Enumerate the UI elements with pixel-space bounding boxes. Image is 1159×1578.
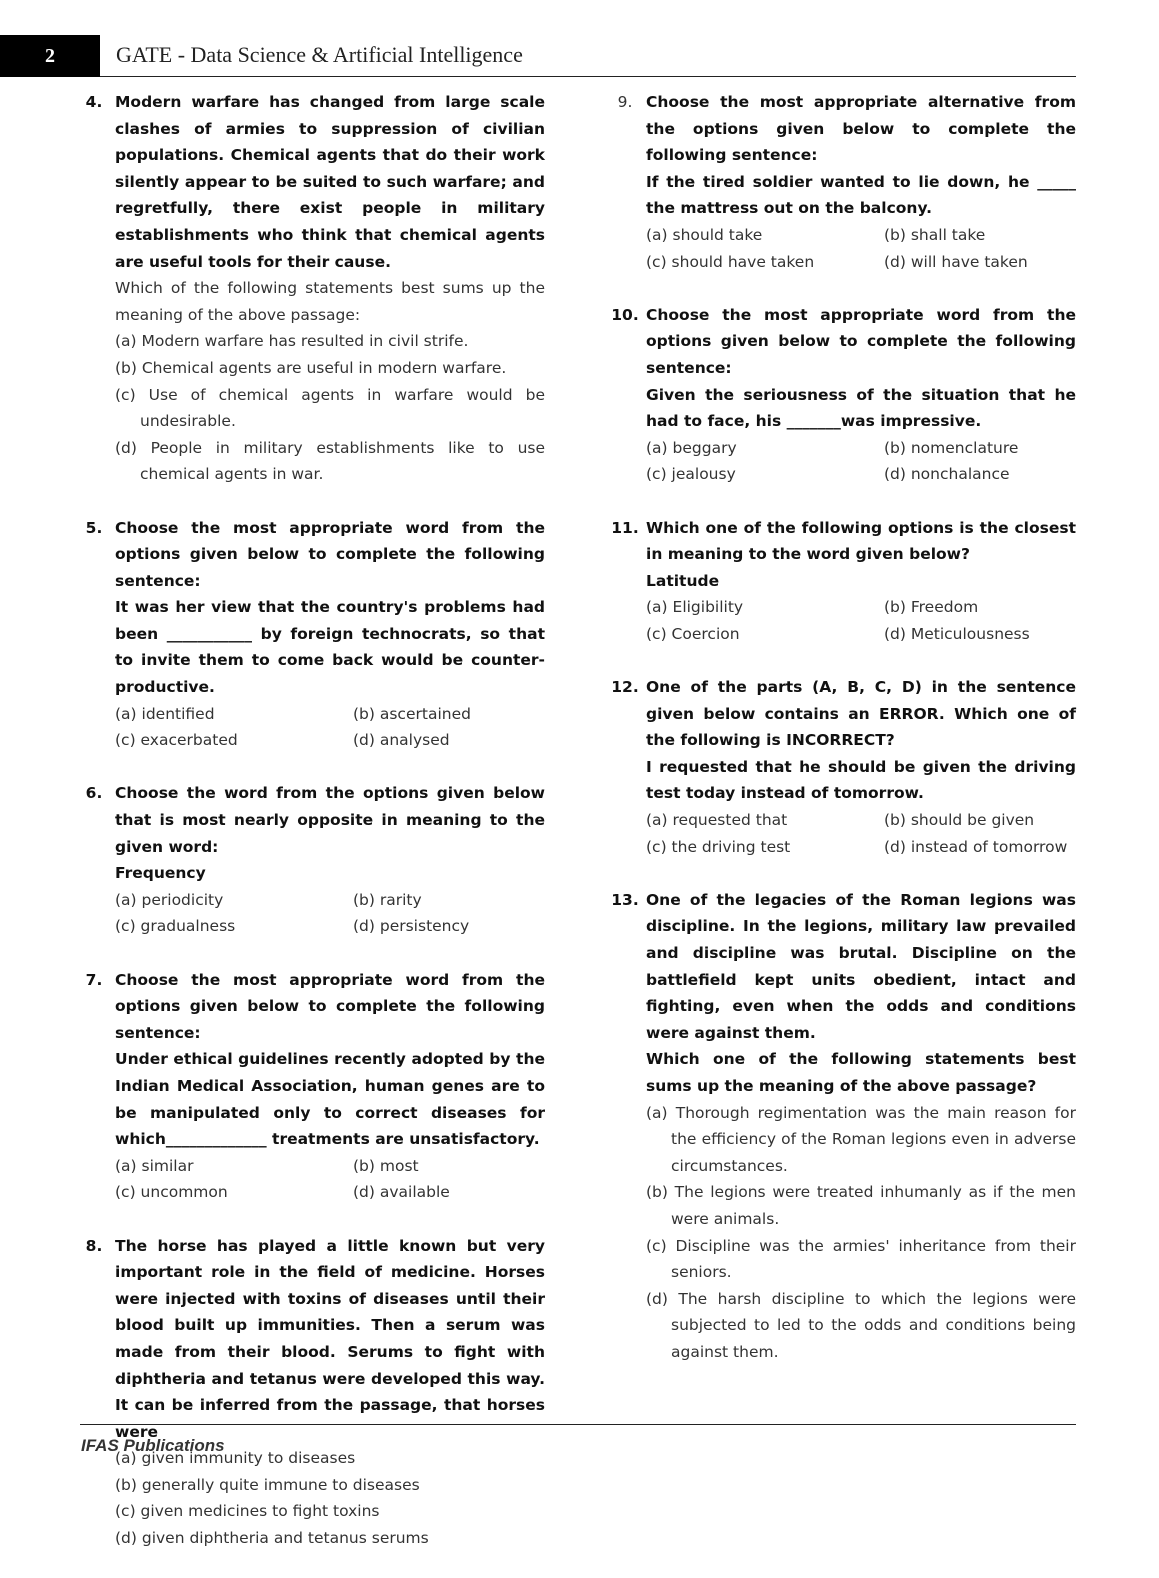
option-d: (d) The harsh discipline to which the legions were subjected to led to the odds and conditions being against them.	[646, 1289, 1076, 1361]
option-a: (a) similar	[115, 1156, 194, 1175]
question-10	[607, 302, 1076, 488]
page-number: 2	[0, 35, 100, 77]
header-divider	[100, 76, 1076, 77]
question-number: 8.	[85, 1236, 103, 1255]
question-number: 4.	[85, 93, 103, 111]
question-number: 7.	[85, 970, 103, 989]
option-d: (d) analysed	[353, 731, 450, 750]
question-sentence: I requested that he should be given the driving test today instead of tomorrow.	[646, 757, 1076, 803]
option-b: (b) should be given	[884, 811, 1035, 830]
option-a: (a) Eligibility	[646, 598, 744, 617]
question-number: 9.	[617, 93, 633, 111]
question-sentence: Under ethical guidelines recently adopted by the Indian Medical Association, human genes are to be manipulated only to correct diseases for which_____________ treatments are unsatisfactory.	[115, 1050, 545, 1149]
footer-publisher: IFAS Publications	[81, 1436, 225, 1455]
question-5	[76, 515, 545, 754]
option-c: (c) the driving test	[646, 837, 791, 856]
option-b: (b) generally quite immune to diseases	[115, 1475, 420, 1494]
question-8	[76, 1233, 545, 1552]
options-grid	[115, 887, 545, 940]
options-grid	[646, 807, 1076, 860]
option-c: (c) jealousy	[646, 465, 736, 484]
option-c: (c) gradualness	[115, 917, 236, 936]
option-b: (b) most	[353, 1156, 419, 1175]
question-stem: Choose the most appropriate alternative from the options given below to complete the following sentence:	[646, 93, 1076, 165]
question-sentence: It was her view that the country's problems had been ___________ by foreign technocrats, so that to invite them to come back would be counter-productive.	[115, 598, 545, 697]
question-7	[76, 967, 545, 1206]
question-prompt: Which one of the following statements best sums up the meaning of the above passage?	[646, 1050, 1076, 1095]
question-stem: Choose the word from the options given below that is most nearly opposite in meaning to the given word:	[115, 784, 545, 856]
page-header-title: GATE - Data Science & Artificial Intelligence	[116, 42, 523, 67]
question-number: 12.	[611, 678, 639, 697]
options-grid	[646, 222, 1076, 275]
options-grid	[646, 594, 1076, 647]
option-d: (d) instead of tomorrow	[884, 837, 1068, 856]
options-grid	[646, 435, 1076, 488]
question-stem: One of the parts (A, B, C, D) in the sentence given below contains an ERROR. Which one of the following is INCORRECT?	[646, 678, 1076, 750]
footer-divider	[80, 1424, 1076, 1425]
question-number: 13.	[611, 890, 639, 909]
question-stem: Choose the most appropriate word from the options given below to complete the following sentence:	[115, 518, 545, 590]
option-a: (a) Thorough regimentation was the main reason for the efficiency of the Roman legions even in adverse circumstances.	[646, 1103, 1076, 1175]
option-c: (c) uncommon	[115, 1183, 228, 1202]
option-b: (b) shall take	[884, 225, 986, 244]
option-b: (b) nomenclature	[884, 438, 1019, 457]
question-number: 5.	[85, 518, 103, 537]
option-a: (a) should take	[646, 225, 763, 244]
question-passage: The horse has played a little known but very important role in the field of medicine. Horses were injected with toxins of diseases until their blood built up immunities. Then a serum was made from their blood. Serums to fight with diphtheria and tetanus were developed this way. It can be inferred from the passage, that horses were	[115, 1236, 545, 1441]
option-c: (c) exacerbated	[115, 731, 238, 750]
question-11	[607, 515, 1076, 648]
option-a: (a) Modern warfare has resulted in civil strife.	[115, 332, 469, 351]
option-c: (c) Discipline was the armies' inheritance from their seniors.	[646, 1236, 1076, 1282]
option-c: (c) should have taken	[646, 252, 815, 271]
options-grid	[115, 1153, 545, 1206]
question-number: 11.	[611, 518, 639, 537]
option-b: (b) Freedom	[884, 598, 979, 617]
option-a: (a) given immunity to diseases	[115, 1449, 356, 1468]
question-stem: Which one of the following options is the closest in meaning to the word given below?	[646, 518, 1076, 564]
question-word: Frequency	[115, 864, 206, 883]
left-column	[76, 89, 545, 1578]
option-a: (a) requested that	[646, 811, 788, 830]
question-sentence: Given the seriousness of the situation that he had to face, his _______was impressive.	[646, 385, 1076, 431]
right-column	[607, 89, 1076, 1392]
question-6	[76, 780, 545, 940]
question-stem: Choose the most appropriate word from the options given below to complete the following sentence:	[646, 305, 1076, 377]
option-a: (a) beggary	[646, 438, 737, 457]
option-a: (a) periodicity	[115, 890, 224, 909]
question-12	[607, 674, 1076, 860]
option-d: (d) nonchalance	[884, 465, 1010, 484]
option-d: (d) People in military establishments like to use chemical agents in war.	[115, 438, 545, 484]
option-d: (d) available	[353, 1183, 450, 1202]
question-9	[607, 89, 1076, 275]
option-a: (a) identified	[115, 704, 215, 723]
question-number: 6.	[85, 784, 103, 803]
question-stem: Choose the most appropriate word from the options given below to complete the following sentence:	[115, 970, 545, 1042]
question-13	[607, 887, 1076, 1366]
option-d: (d) will have taken	[884, 252, 1028, 271]
option-b: (b) rarity	[353, 890, 422, 909]
option-b: (b) The legions were treated inhumanly as if the men were animals.	[646, 1183, 1076, 1228]
option-d: (d) Meticulousness	[884, 624, 1030, 643]
question-passage: Modern warfare has changed from large scale clashes of armies to suppression of civilian populations. Chemical agents that do their work silently appear to be suited to such warfare; and regretfully, there exist people in military establishments who think that chemical agents are useful tools for their cause.	[115, 93, 545, 271]
option-d: (d) given diphtheria and tetanus serums	[115, 1529, 429, 1548]
options-grid	[115, 701, 545, 754]
question-passage: One of the legacies of the Roman legions was discipline. In the legions, military law prevailed and discipline was brutal. Discipline on the battlefield kept units obedient, intact and fighting, even when the odds and conditions were against them.	[646, 890, 1076, 1042]
question-sentence: If the tired soldier wanted to lie down, he _____ the mattress out on the balcony.	[646, 172, 1076, 218]
option-d: (d) persistency	[353, 917, 470, 936]
option-c: (c) Coercion	[646, 624, 740, 643]
question-4	[76, 89, 545, 488]
option-b: (b) Chemical agents are useful in modern warfare.	[115, 358, 507, 377]
option-c: (c) Use of chemical agents in warfare would be undesirable.	[115, 385, 545, 431]
question-word: Latitude	[646, 571, 720, 590]
question-prompt: Which of the following statements best sums up the meaning of the above passage:	[115, 279, 545, 324]
option-b: (b) ascertained	[353, 704, 471, 723]
question-number: 10.	[611, 305, 639, 324]
option-c: (c) given medicines to fight toxins	[115, 1502, 380, 1521]
